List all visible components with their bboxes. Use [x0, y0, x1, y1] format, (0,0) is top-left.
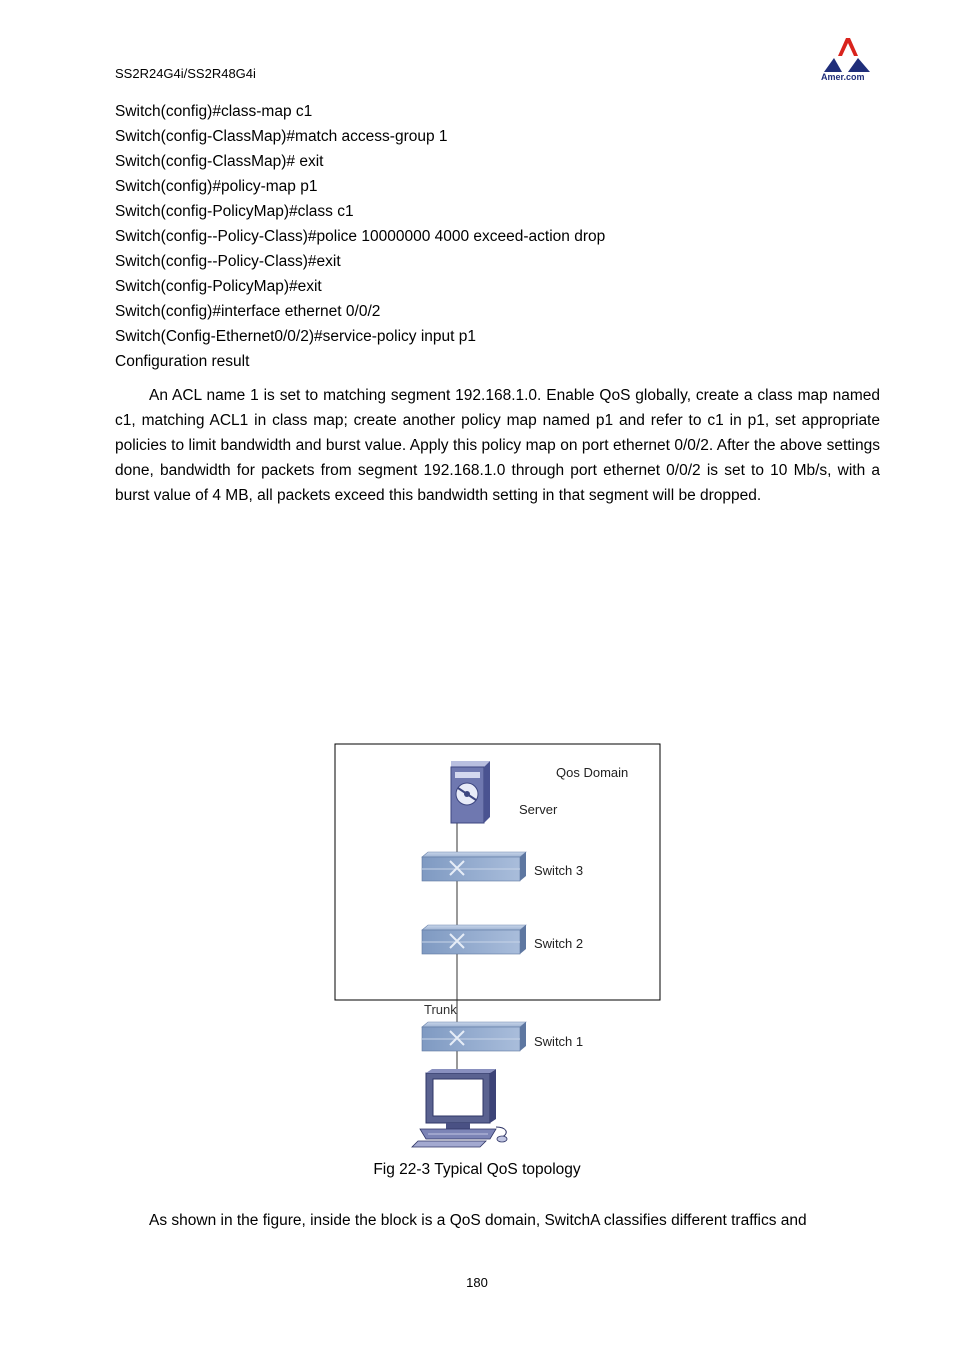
- result-paragraph: An ACL name 1 is set to matching segment 192.168.1.0. Enable QoS globally, create a class map named c1, matching ACL1 in class map; create another policy map named p1 and refer to c1 in p1, set appropriate policies to limit bandwidth and burst value. Apply this policy map on port ethernet 0/0/2. After the above settings done, bandwidth for packets from segment 192.168.1.0 through port ethernet 0/0/2 is set to 10 Mb/s, with a burst value of 4 MB, all packets exceed this bandwidth setting in that segment will be dropped.: [115, 387, 880, 504]
- logo-red-peak: [838, 38, 858, 56]
- code-line: Configuration result: [115, 353, 250, 370]
- code-line: Switch(config)#class-map c1: [115, 103, 313, 120]
- header-model: SS2R24G4i/SS2R48G4i: [115, 66, 256, 81]
- qos-domain-label: Qos Domain: [556, 765, 629, 780]
- code-line: Switch(config-ClassMap)# exit: [115, 153, 324, 170]
- switch2-icon: [422, 925, 526, 954]
- code-line: Switch(config--Policy-Class)#exit: [115, 253, 341, 270]
- after-figure-paragraph: As shown in the figure, inside the block is a QoS domain, SwitchA classifies different traffics and: [149, 1212, 807, 1229]
- code-line: Switch(config-PolicyMap)#class c1: [115, 203, 354, 220]
- code-line: Switch(Config-Ethernet0/0/2)#service-policy input p1: [115, 328, 476, 345]
- code-line: Switch(config)#policy-map p1: [115, 178, 318, 195]
- code-line: Switch(config-PolicyMap)#exit: [115, 278, 322, 295]
- switch3-label: Switch 3: [534, 863, 584, 878]
- switch3-icon: [422, 852, 526, 881]
- logo-blue-peak-left: [824, 58, 842, 72]
- qos-topology-figure: [320, 735, 665, 1160]
- logo-blue-peak-right: [848, 58, 870, 72]
- figure-caption: Fig 22-3 Typical QoS topology: [373, 1161, 581, 1178]
- page-number: 180: [466, 1275, 488, 1290]
- code-line: Switch(config)#interface ethernet 0/0/2: [115, 303, 381, 320]
- switch2-label: Switch 2: [534, 936, 584, 951]
- switch1-icon: [422, 1022, 526, 1051]
- server-icon: [451, 761, 490, 823]
- amer-logo: [818, 36, 878, 82]
- switch1-label: Switch 1: [534, 1034, 584, 1049]
- logo-text: Amer.com: [821, 72, 865, 82]
- code-line: Switch(config--Policy-Class)#police 10000000 4000 exceed-action drop: [115, 228, 606, 245]
- cli-code-block: [115, 99, 880, 374]
- server-label: Server: [519, 802, 558, 817]
- trunk-label: Trunk: [424, 1002, 457, 1017]
- code-line: Switch(config-ClassMap)#match access-group 1: [115, 128, 448, 145]
